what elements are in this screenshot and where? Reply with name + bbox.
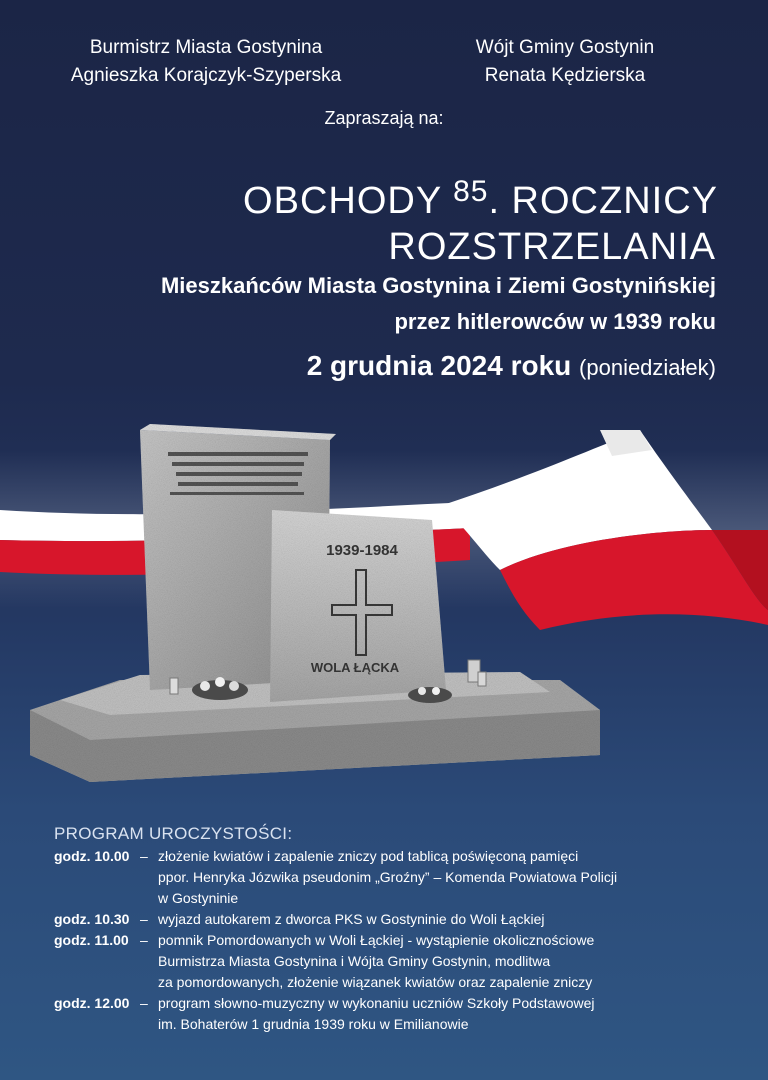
program-time: godz. 11.00 [54,932,129,948]
program-description [158,993,678,1035]
program-item [54,846,754,909]
program-line: za pomordowanych, złożenie wiązanek kwiatów oraz zapalenie zniczy [158,974,593,990]
program-line: program słowno-muzyczny w wykonaniu uczniów Szkoły Podstawowej [158,995,595,1011]
program-time: godz. 10.30 [54,911,130,927]
program-line: ppor. Henryka Józwika pseudonim „Groźny” – Komenda Powiatowa Policji [158,869,618,885]
headline-subtitle-1: Mieszkańców Miasta Gostynina i Ziemi Gostynińskiej [160,273,716,298]
program-section [54,823,754,1035]
event-date [307,350,716,382]
invite-text: Zapraszają na: [324,108,444,128]
program-description [158,846,678,909]
organizer-title: Wójt Gminy Gostynin [475,37,655,58]
program-item [54,909,754,930]
program-time: godz. 12.00 [54,995,130,1011]
program-dash: – [140,911,148,927]
program-description [158,909,678,930]
event-weekday: (poniedziałek) [579,355,716,380]
headline-line1 [243,175,718,223]
organizer-wojt [395,34,735,90]
program-description [158,930,678,993]
program-item [54,993,754,1035]
anniversary-number: 85 [453,175,489,208]
organizer-title: Burmistrz Miasta Gostynina [89,37,323,58]
program-line: Burmistrza Miasta Gostynina i Wójta Gminy Gostynin, modlitwa [158,953,551,969]
program-line: złożenie kwiatów i zapalenie zniczy pod tablicą poświęconą pamięci [158,848,579,864]
program-time: godz. 10.00 [54,848,130,864]
program-dash: – [140,932,148,948]
program-line: im. Bohaterów 1 grudnia 1939 roku w Emilianowie [158,1016,469,1032]
headline-line2: ROZSTRZELANIA [388,226,716,268]
monument-place: WOLA ŁĄCKA [310,660,400,675]
monument-years: 1939-1984 [326,542,398,559]
program-dash: – [140,848,148,864]
organizer-name: Agnieszka Korajczyk-Szyperska [70,65,342,86]
event-date-main: 2 grudnia 2024 roku [306,350,572,381]
organizer-burmistrz [20,34,392,90]
headline-suffix: . ROCZNICY [488,180,718,222]
program-dash: – [140,995,148,1011]
headline-subtitle-2: przez hitlerowców w 1939 roku [394,309,716,334]
program-line: pomnik Pomordowanych w Woli Łąckiej - wystąpienie okolicznościowe [158,932,595,948]
organizer-name: Renata Kędzierska [484,65,646,86]
headline-prefix: OBCHODY [243,180,454,222]
program-line: wyjazd autokarem z dworca PKS w Gostyninie do Woli Łąckiej [158,911,545,927]
monument-illustration [0,410,768,810]
program-line: w Gostyninie [158,890,239,906]
program-heading: PROGRAM UROCZYSTOŚCI: [54,824,293,843]
program-item [54,930,754,993]
